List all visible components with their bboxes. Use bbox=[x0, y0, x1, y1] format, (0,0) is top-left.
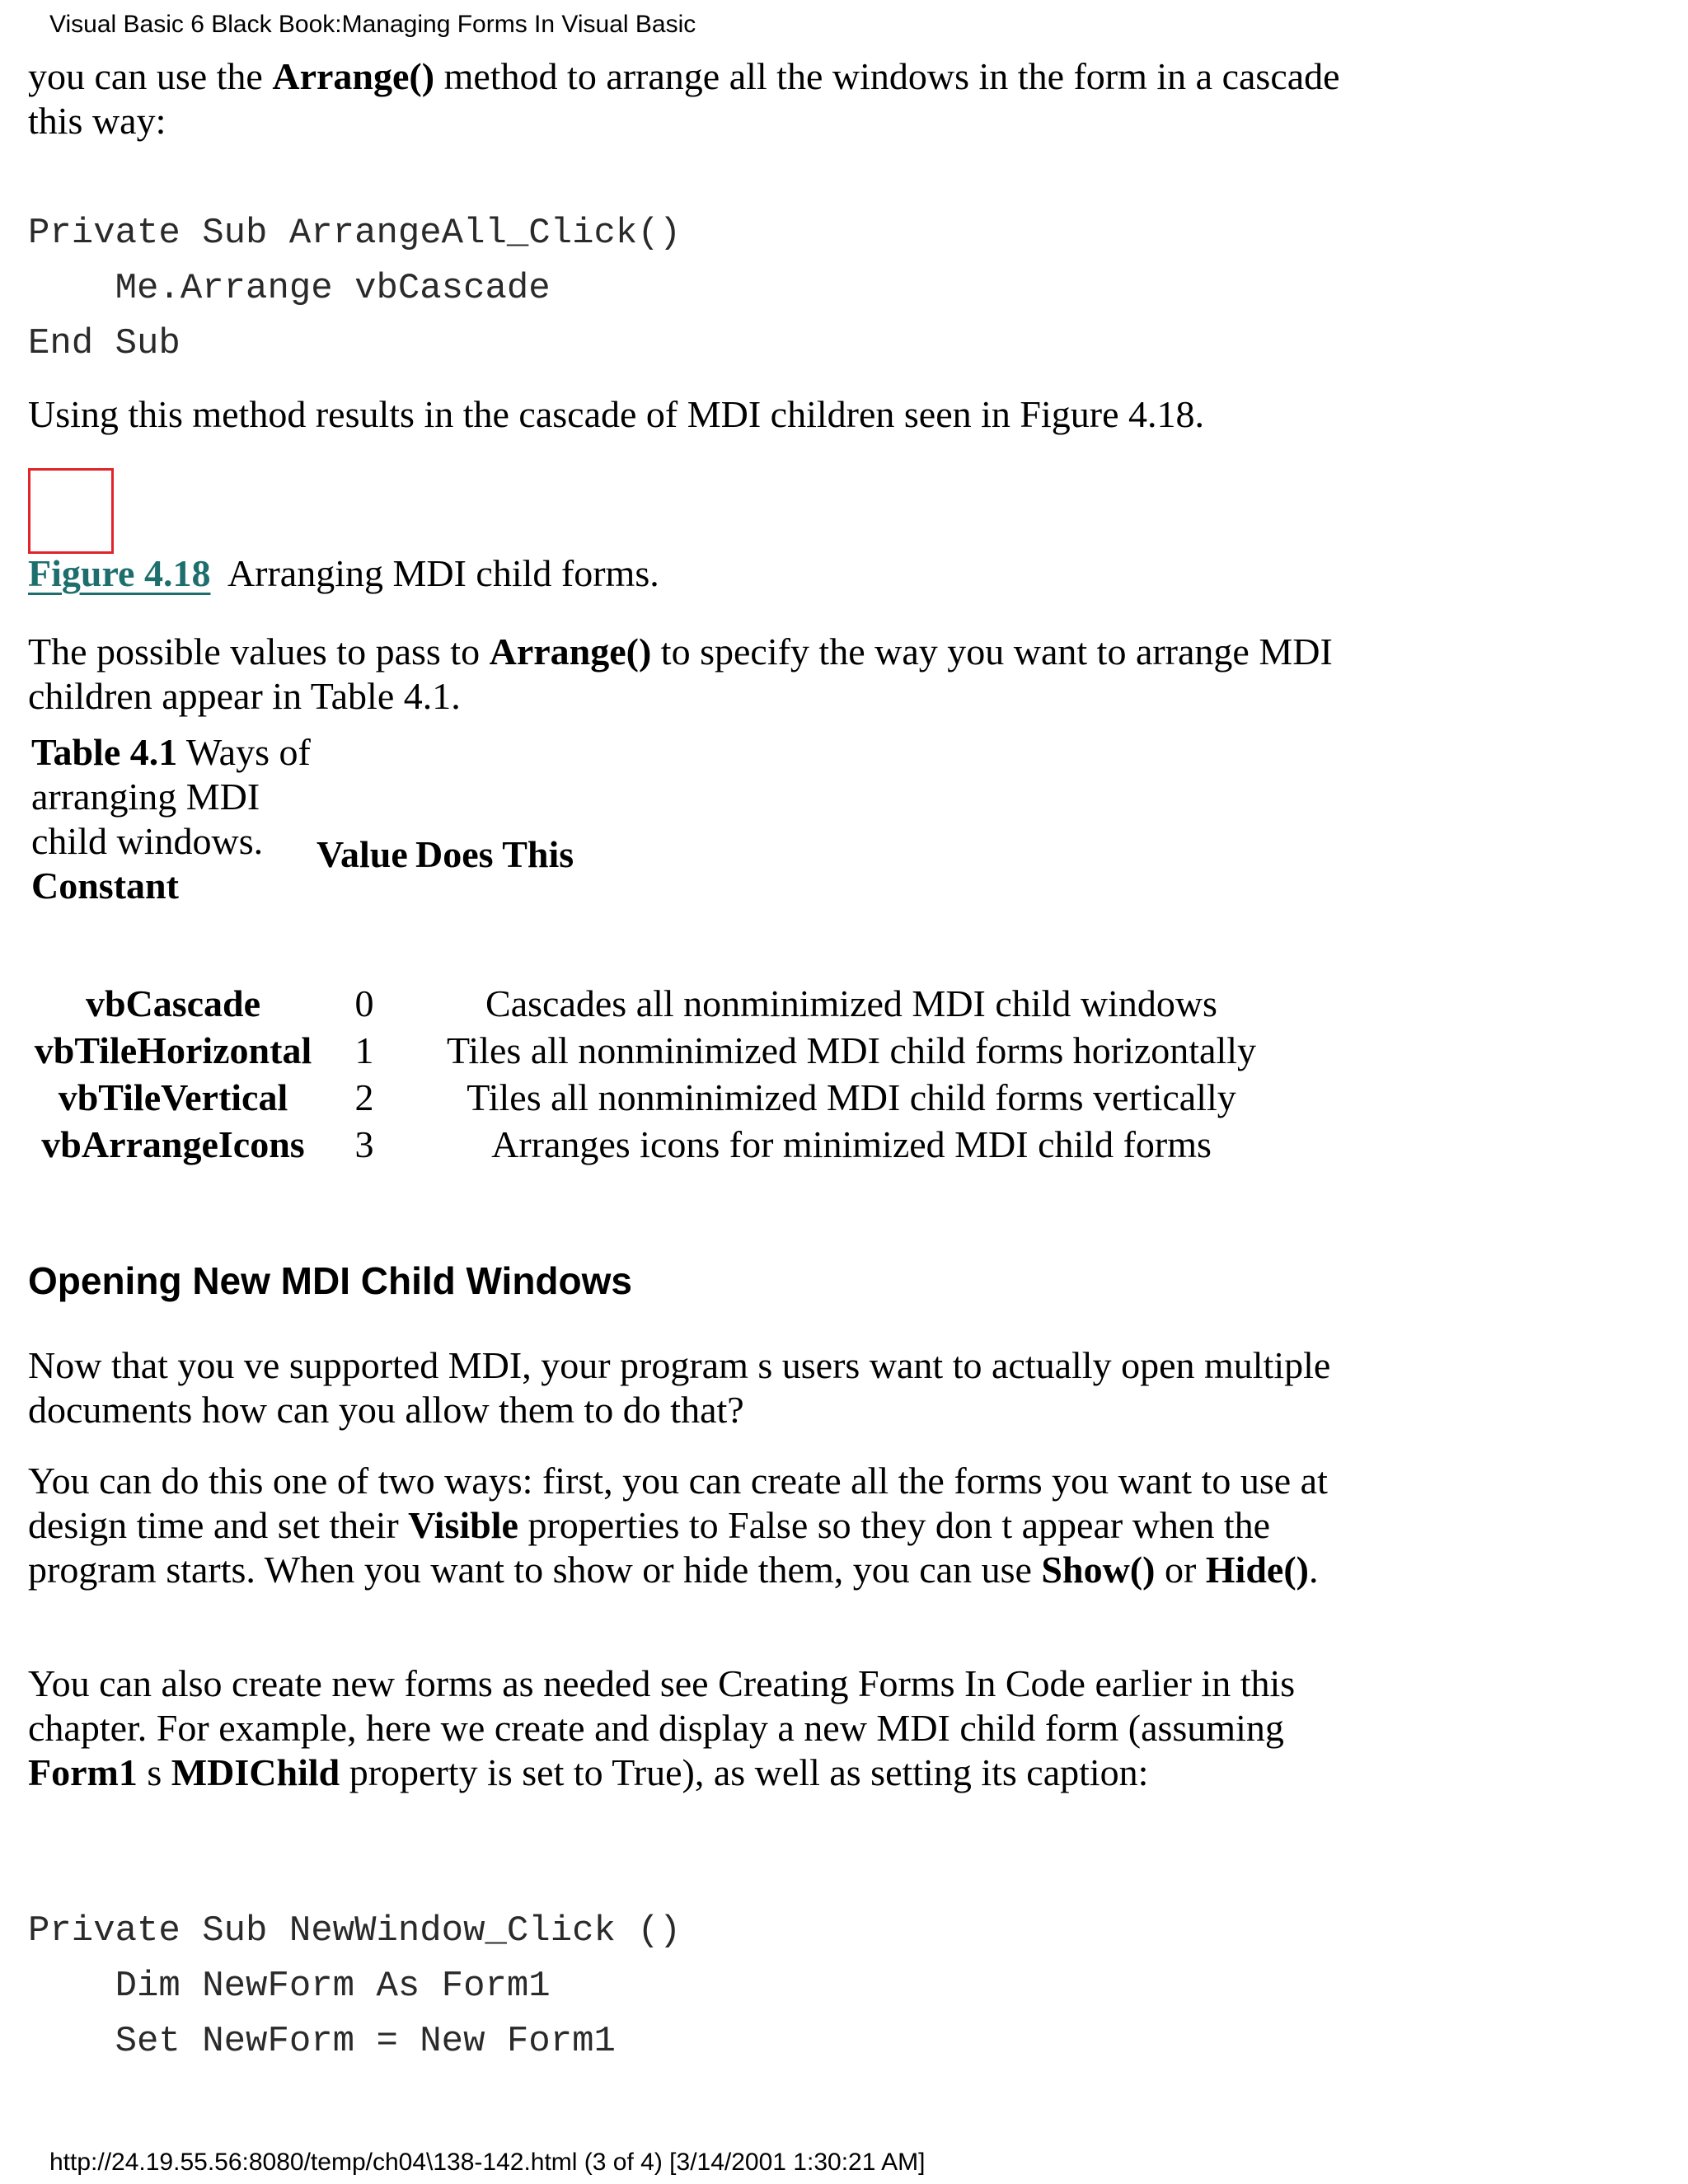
table-number: Table 4.1 bbox=[31, 731, 178, 773]
possible-values-paragraph bbox=[28, 630, 1347, 719]
table-cell-value: 1 bbox=[354, 1029, 374, 1071]
paragraph-create-new-forms bbox=[28, 1661, 1347, 1795]
column-header-value: Value bbox=[316, 833, 408, 875]
intro-method-name: Arrange() bbox=[272, 55, 435, 97]
column-header-does-this: Does This bbox=[415, 833, 574, 875]
text-run: property is set to True), as well as setting its caption: bbox=[340, 1751, 1149, 1793]
form-name: Form1 bbox=[28, 1751, 138, 1793]
code-block-new-window bbox=[28, 1904, 681, 2069]
text-run: . bbox=[1308, 1549, 1319, 1591]
intro-paragraph bbox=[28, 54, 1347, 143]
table-cell-value: 2 bbox=[354, 1076, 374, 1118]
table-cell-description: Tiles all nonminimized MDI child forms vertically bbox=[467, 1076, 1236, 1118]
table-caption bbox=[31, 730, 312, 908]
possible-values-text-before: The possible values to pass to bbox=[28, 630, 490, 673]
table-cell-constant: vbTileVertical bbox=[58, 1076, 288, 1118]
page-footer-url: http://24.19.55.56:8080/temp/ch04\138-142.html (3 of 4) [3/14/2001 1:30:21 AM] bbox=[49, 2149, 926, 2176]
method-name-hide: Hide() bbox=[1205, 1549, 1309, 1591]
code-line: Private Sub NewWindow_Click () bbox=[28, 1910, 682, 1952]
table-cell-value: 0 bbox=[354, 982, 374, 1024]
table-cell-description: Arranges icons for minimized MDI child forms bbox=[491, 1123, 1212, 1165]
table-cell-value: 3 bbox=[354, 1123, 374, 1165]
section-heading: Opening New MDI Child Windows bbox=[28, 1259, 632, 1302]
result-paragraph: Using this method results in the cascade of MDI children seen in Figure 4.18. bbox=[28, 393, 1204, 435]
column-header-constant: Constant bbox=[31, 865, 179, 907]
text-run: s bbox=[137, 1751, 171, 1793]
method-name-show: Show() bbox=[1041, 1549, 1156, 1591]
table-cell-description: Tiles all nonminimized MDI child forms horizontally bbox=[446, 1029, 1257, 1071]
intro-text-after: method to arrange all the windows in the form in a cascade this way: bbox=[28, 55, 1340, 142]
code-line: End Sub bbox=[28, 323, 181, 364]
possible-values-text-after: to specify the way you want to arrange MDI children appear in Table 4.1. bbox=[28, 630, 1333, 717]
figure-link[interactable]: Figure 4.18 bbox=[28, 552, 211, 594]
possible-values-method-name: Arrange() bbox=[489, 630, 652, 673]
figure-caption-text: Arranging MDI child forms. bbox=[227, 552, 659, 594]
code-line: Private Sub ArrangeAll_Click() bbox=[28, 213, 682, 254]
property-name-visible: Visible bbox=[408, 1504, 518, 1546]
code-line: Dim NewForm As Form1 bbox=[28, 1966, 551, 2007]
text-run: You can also create new forms as needed see Creating Forms In Code earlier in this chapter. For example, here we create and display a new MDI child form (assuming bbox=[28, 1662, 1296, 1749]
table-caption-text: Ways of arranging MDI child windows. bbox=[31, 731, 311, 862]
text-run: properties to False so they don t appear when the program starts. When you want to show or hide them, you can use bbox=[28, 1504, 1271, 1591]
code-block-arrange bbox=[28, 206, 681, 372]
code-line: Me.Arrange vbCascade bbox=[28, 268, 551, 309]
intro-text-before: you can use the bbox=[28, 55, 273, 97]
figure-image-placeholder[interactable] bbox=[28, 468, 114, 554]
figure-caption bbox=[28, 547, 659, 600]
paragraph-open-mdi: Now that you ve supported MDI, your program s users want to actually open multiple documents how can you allow them to do that? bbox=[28, 1344, 1331, 1431]
table-cell-constant: vbCascade bbox=[85, 982, 261, 1024]
table-cell-description: Cascades all nonminimized MDI child windows bbox=[485, 982, 1217, 1024]
text-run: You can do this one of two ways: first, you can create all the forms you want to use at design time and set their bbox=[28, 1460, 1328, 1546]
text-run: or bbox=[1155, 1549, 1206, 1591]
page-header-title: Visual Basic 6 Black Book:Managing Forms In Visual Basic bbox=[49, 11, 696, 38]
property-name-mdichild: MDIChild bbox=[171, 1751, 340, 1793]
code-line: Set NewForm = New Form1 bbox=[28, 2021, 616, 2062]
table-cell-constant: vbTileHorizontal bbox=[34, 1029, 312, 1071]
table-cell-constant: vbArrangeIcons bbox=[41, 1123, 305, 1165]
paragraph-two-ways bbox=[28, 1459, 1347, 1592]
